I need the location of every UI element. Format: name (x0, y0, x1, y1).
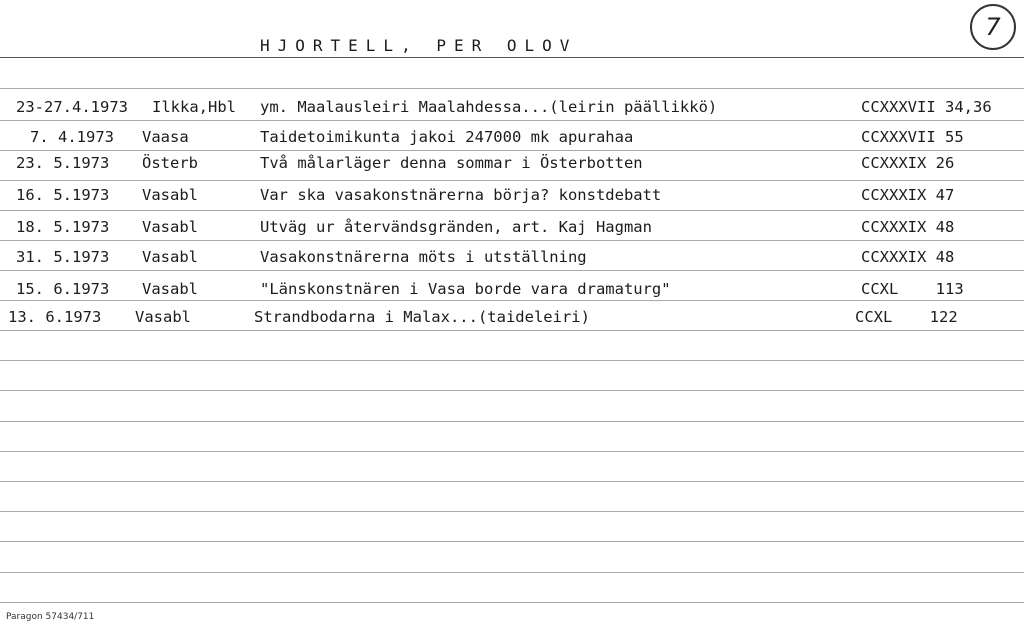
entry-source: Vaasa (142, 128, 189, 146)
header-rule (0, 57, 1024, 58)
ruled-line (0, 511, 1024, 512)
print-code: Paragon 57434/711 (6, 612, 95, 622)
entry-ref: CCXXXIX 48 (861, 218, 955, 236)
entry-row (0, 128, 1024, 152)
entry-row (0, 248, 1024, 272)
ruled-line (0, 360, 1024, 361)
entry-title: Två målarläger denna sommar i Österbotten (260, 154, 643, 172)
ruled-line (0, 180, 1024, 181)
entry-date: 31. 5.1973 (16, 248, 110, 266)
ruled-line (0, 390, 1024, 391)
ruled-line (0, 88, 1024, 89)
entry-title: ym. Maalausleiri Maalahdessa...(leirin päällikkö) (260, 98, 718, 116)
entry-date: 23. 5.1973 (16, 154, 110, 172)
entry-date: 13. 6.1973 (8, 308, 102, 326)
entry-title: Utväg ur återvändsgränden, art. Kaj Hagman (260, 218, 652, 236)
entry-date: 18. 5.1973 (16, 218, 110, 236)
entry-ref: CCXXXIX 47 (861, 186, 955, 204)
entry-source: Vasabl (142, 280, 198, 298)
entry-source: Ilkka,Hbl (152, 98, 236, 116)
ruled-line (0, 481, 1024, 482)
entry-source: Vasabl (142, 248, 198, 266)
card-header-name: HJORTELL, PER OLOV (260, 36, 578, 55)
entry-date: 16. 5.1973 (16, 186, 110, 204)
entry-title: Var ska vasakonstnärerna börja? konstdebatt (260, 186, 662, 204)
entry-date: 15. 6.1973 (16, 280, 110, 298)
page-number-circle: 7 (970, 4, 1016, 50)
entry-ref: CCXL 122 (855, 308, 958, 326)
entry-row (0, 154, 1024, 178)
entry-title: Strandbodarna i Malax...(taideleiri) (254, 308, 590, 326)
ruled-line (0, 421, 1024, 422)
entry-ref: CCXL 113 (861, 280, 964, 298)
entry-row (0, 280, 1024, 304)
entry-row (0, 98, 1024, 122)
entry-row (0, 218, 1024, 242)
entry-source: Vasabl (135, 308, 191, 326)
entry-title: Vasakonstnärerna möts i utställning (260, 248, 587, 266)
entry-ref: CCXXXVII 34,36 (861, 98, 992, 116)
entry-ref: CCXXXVII 55 (861, 128, 964, 146)
ruled-line (0, 572, 1024, 573)
entry-row (0, 186, 1024, 210)
ruled-line (0, 210, 1024, 211)
entry-date: 7. 4.1973 (30, 128, 114, 146)
entry-ref: CCXXXIX 48 (861, 248, 955, 266)
ruled-line (0, 602, 1024, 603)
entry-title: Taidetoimikunta jakoi 247000 mk apurahaa (260, 128, 634, 146)
ruled-line (0, 451, 1024, 452)
entry-source: Vasabl (142, 218, 198, 236)
entry-date: 23-27.4.1973 (16, 98, 128, 116)
entry-row (0, 308, 1024, 332)
ruled-line (0, 541, 1024, 542)
entry-source: Vasabl (142, 186, 198, 204)
entry-source: Österb (142, 154, 198, 172)
entry-ref: CCXXXIX 26 (861, 154, 955, 172)
entry-title: "Länskonstnären i Vasa borde vara dramaturg" (260, 280, 671, 298)
